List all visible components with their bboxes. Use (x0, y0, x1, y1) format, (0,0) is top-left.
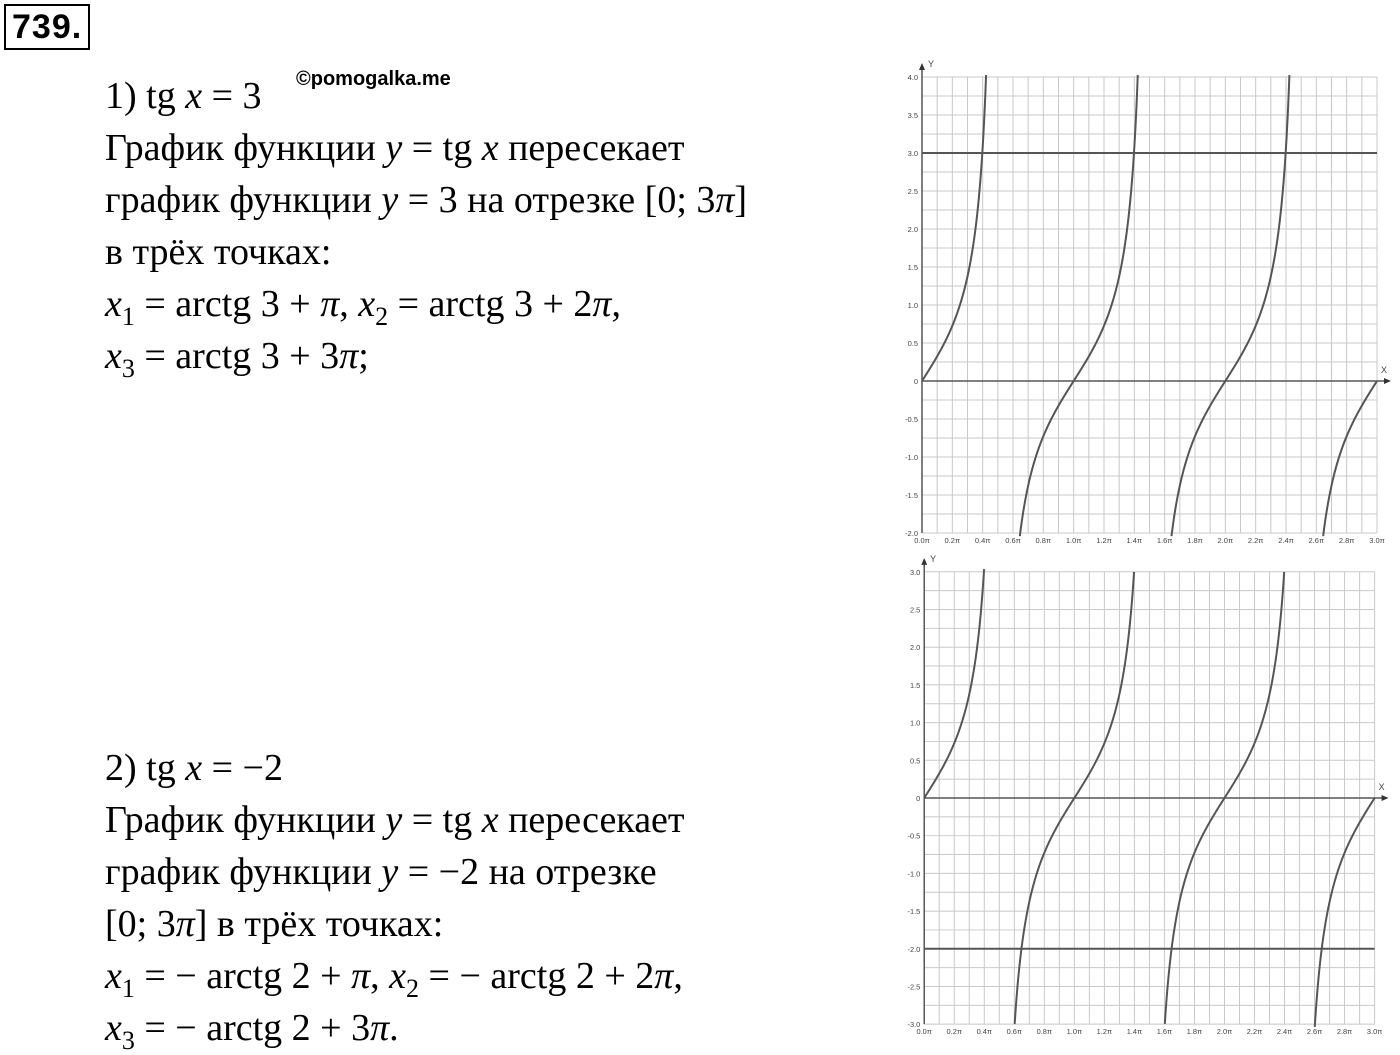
y-tick-label: -1.5 (907, 907, 921, 917)
tangent-curve-branch-3 (1171, 75, 1289, 536)
y-tick-label: 0.5 (907, 339, 918, 348)
part2-line-1: График функции y = tg x пересекает (105, 799, 685, 841)
x-tick-label: 1.4π (1126, 536, 1143, 545)
solution-part-2 (105, 742, 865, 1054)
x-tick-label: 0.6π (1005, 536, 1021, 545)
watermark: ©pomogalka.me (296, 68, 451, 90)
part2-line-5: $x_3$ = − arctg 2 + 3π. (105, 1007, 399, 1055)
x-tick-label: 2.2π (1247, 536, 1264, 545)
x-axis-label: X (1378, 782, 1385, 793)
y-tick-label: 2.0 (909, 643, 921, 653)
y-tick-label: 1.5 (907, 263, 918, 272)
y-tick-label: 0 (916, 793, 921, 803)
tangent-graph-chart-1 (892, 58, 1392, 548)
y-axis-arrow (921, 558, 927, 565)
part1-line-4: $x_1$ = arctg 3 + π, $x_2$ = arctg 3 + 2π, (105, 283, 621, 331)
task-number: 739. (4, 4, 90, 50)
x-axis-arrow (1382, 795, 1389, 801)
y-tick-label: -2.0 (907, 944, 921, 954)
part1-line-2: график функции y = 3 на отрезке [0; 3π] (105, 179, 748, 221)
part2-header: 2) tg x = −2 (105, 747, 283, 789)
y-axis-label: Y (930, 553, 937, 564)
x-tick-label: 1.2π (1096, 1027, 1113, 1037)
x-tick-label: 2.4π (1276, 1027, 1293, 1037)
x-tick-label: 1.0π (1065, 536, 1082, 545)
y-tick-label: -0.5 (905, 415, 918, 424)
part1-header: 1) tg x = 3 (105, 75, 262, 117)
x-tick-label: 0.2π (946, 1027, 962, 1037)
x-tick-label: 3.0π (1366, 1027, 1383, 1037)
solution-part-1 (105, 70, 865, 382)
x-tick-label: 2.4π (1278, 536, 1294, 545)
y-tick-label: 1.0 (909, 718, 921, 728)
y-tick-label: -2.5 (907, 982, 921, 992)
x-tick-label: 1.8π (1187, 536, 1203, 545)
y-axis-arrow (919, 63, 925, 70)
part2-line-2: график функции y = −2 на отрезке (105, 851, 657, 893)
part1-line-5: $x_3$ = arctg 3 + 3π; (105, 335, 369, 383)
x-tick-label: 2.2π (1246, 1027, 1263, 1037)
x-tick-label: 1.0π (1066, 1027, 1083, 1037)
tangent-curve-branch-2 (1020, 75, 1138, 536)
part1-line-1: График функции y = tg x пересекает (105, 127, 685, 169)
x-tick-label: 0.0π (914, 536, 930, 545)
y-tick-label: 1.0 (907, 301, 918, 310)
x-tick-label: 2.6π (1308, 536, 1325, 545)
x-tick-label: 0.6π (1006, 1027, 1023, 1037)
x-tick-label: 1.4π (1126, 1027, 1143, 1037)
x-tick-label: 2.0π (1217, 536, 1234, 545)
y-tick-label: 3.5 (907, 111, 918, 120)
x-tick-label: 2.8π (1336, 1027, 1353, 1037)
x-axis-arrow (1384, 378, 1391, 384)
y-tick-label: 2.5 (907, 187, 918, 196)
y-tick-label: 0.5 (909, 756, 921, 766)
y-tick-label: 0 (913, 377, 918, 386)
y-tick-label: 1.5 (909, 680, 921, 690)
y-tick-label: -1.5 (905, 491, 918, 500)
x-tick-label: 2.6π (1306, 1027, 1323, 1037)
x-tick-label: 3.0π (1369, 536, 1385, 545)
y-tick-label: -2.0 (905, 529, 918, 538)
part2-line-3: [0; 3π] в трёх точках: (105, 903, 444, 945)
y-axis-label: Y (928, 59, 935, 69)
y-tick-label: 4.0 (907, 73, 918, 82)
x-tick-label: 0.4π (974, 536, 991, 545)
x-tick-label: 0.2π (944, 536, 961, 545)
y-tick-label: 3.0 (909, 567, 921, 577)
x-tick-label: 2.0π (1216, 1027, 1233, 1037)
y-tick-label: -0.5 (907, 831, 921, 841)
y-tick-label: 2.0 (907, 225, 918, 234)
x-axis-label: X (1381, 365, 1388, 375)
y-tick-label: -1.0 (905, 453, 918, 462)
x-tick-label: 0.4π (976, 1027, 992, 1037)
part2-line-4: $x_1$ = − arctg 2 + π, $x_2$ = − arctg 2 + 2π, (105, 955, 683, 1003)
part1-line-3: в трёх точках: (105, 231, 332, 273)
y-tick-label: 2.5 (909, 605, 921, 615)
x-tick-label: 0.0π (916, 1027, 932, 1037)
x-tick-label: 2.8π (1338, 536, 1355, 545)
x-tick-label: 1.6π (1156, 1027, 1173, 1037)
y-tick-label: -1.0 (907, 869, 921, 879)
x-tick-label: 1.8π (1186, 1027, 1203, 1037)
y-tick-label: 3.0 (907, 149, 918, 158)
tangent-curve-branch-1 (922, 75, 986, 381)
x-tick-label: 1.6π (1156, 536, 1173, 545)
x-tick-label: 0.8π (1035, 536, 1052, 545)
tangent-graph-chart-2 (892, 552, 1392, 1042)
y-tick-label: -3.0 (907, 1020, 921, 1030)
x-tick-label: 1.2π (1096, 536, 1112, 545)
x-tick-label: 0.8π (1036, 1027, 1053, 1037)
